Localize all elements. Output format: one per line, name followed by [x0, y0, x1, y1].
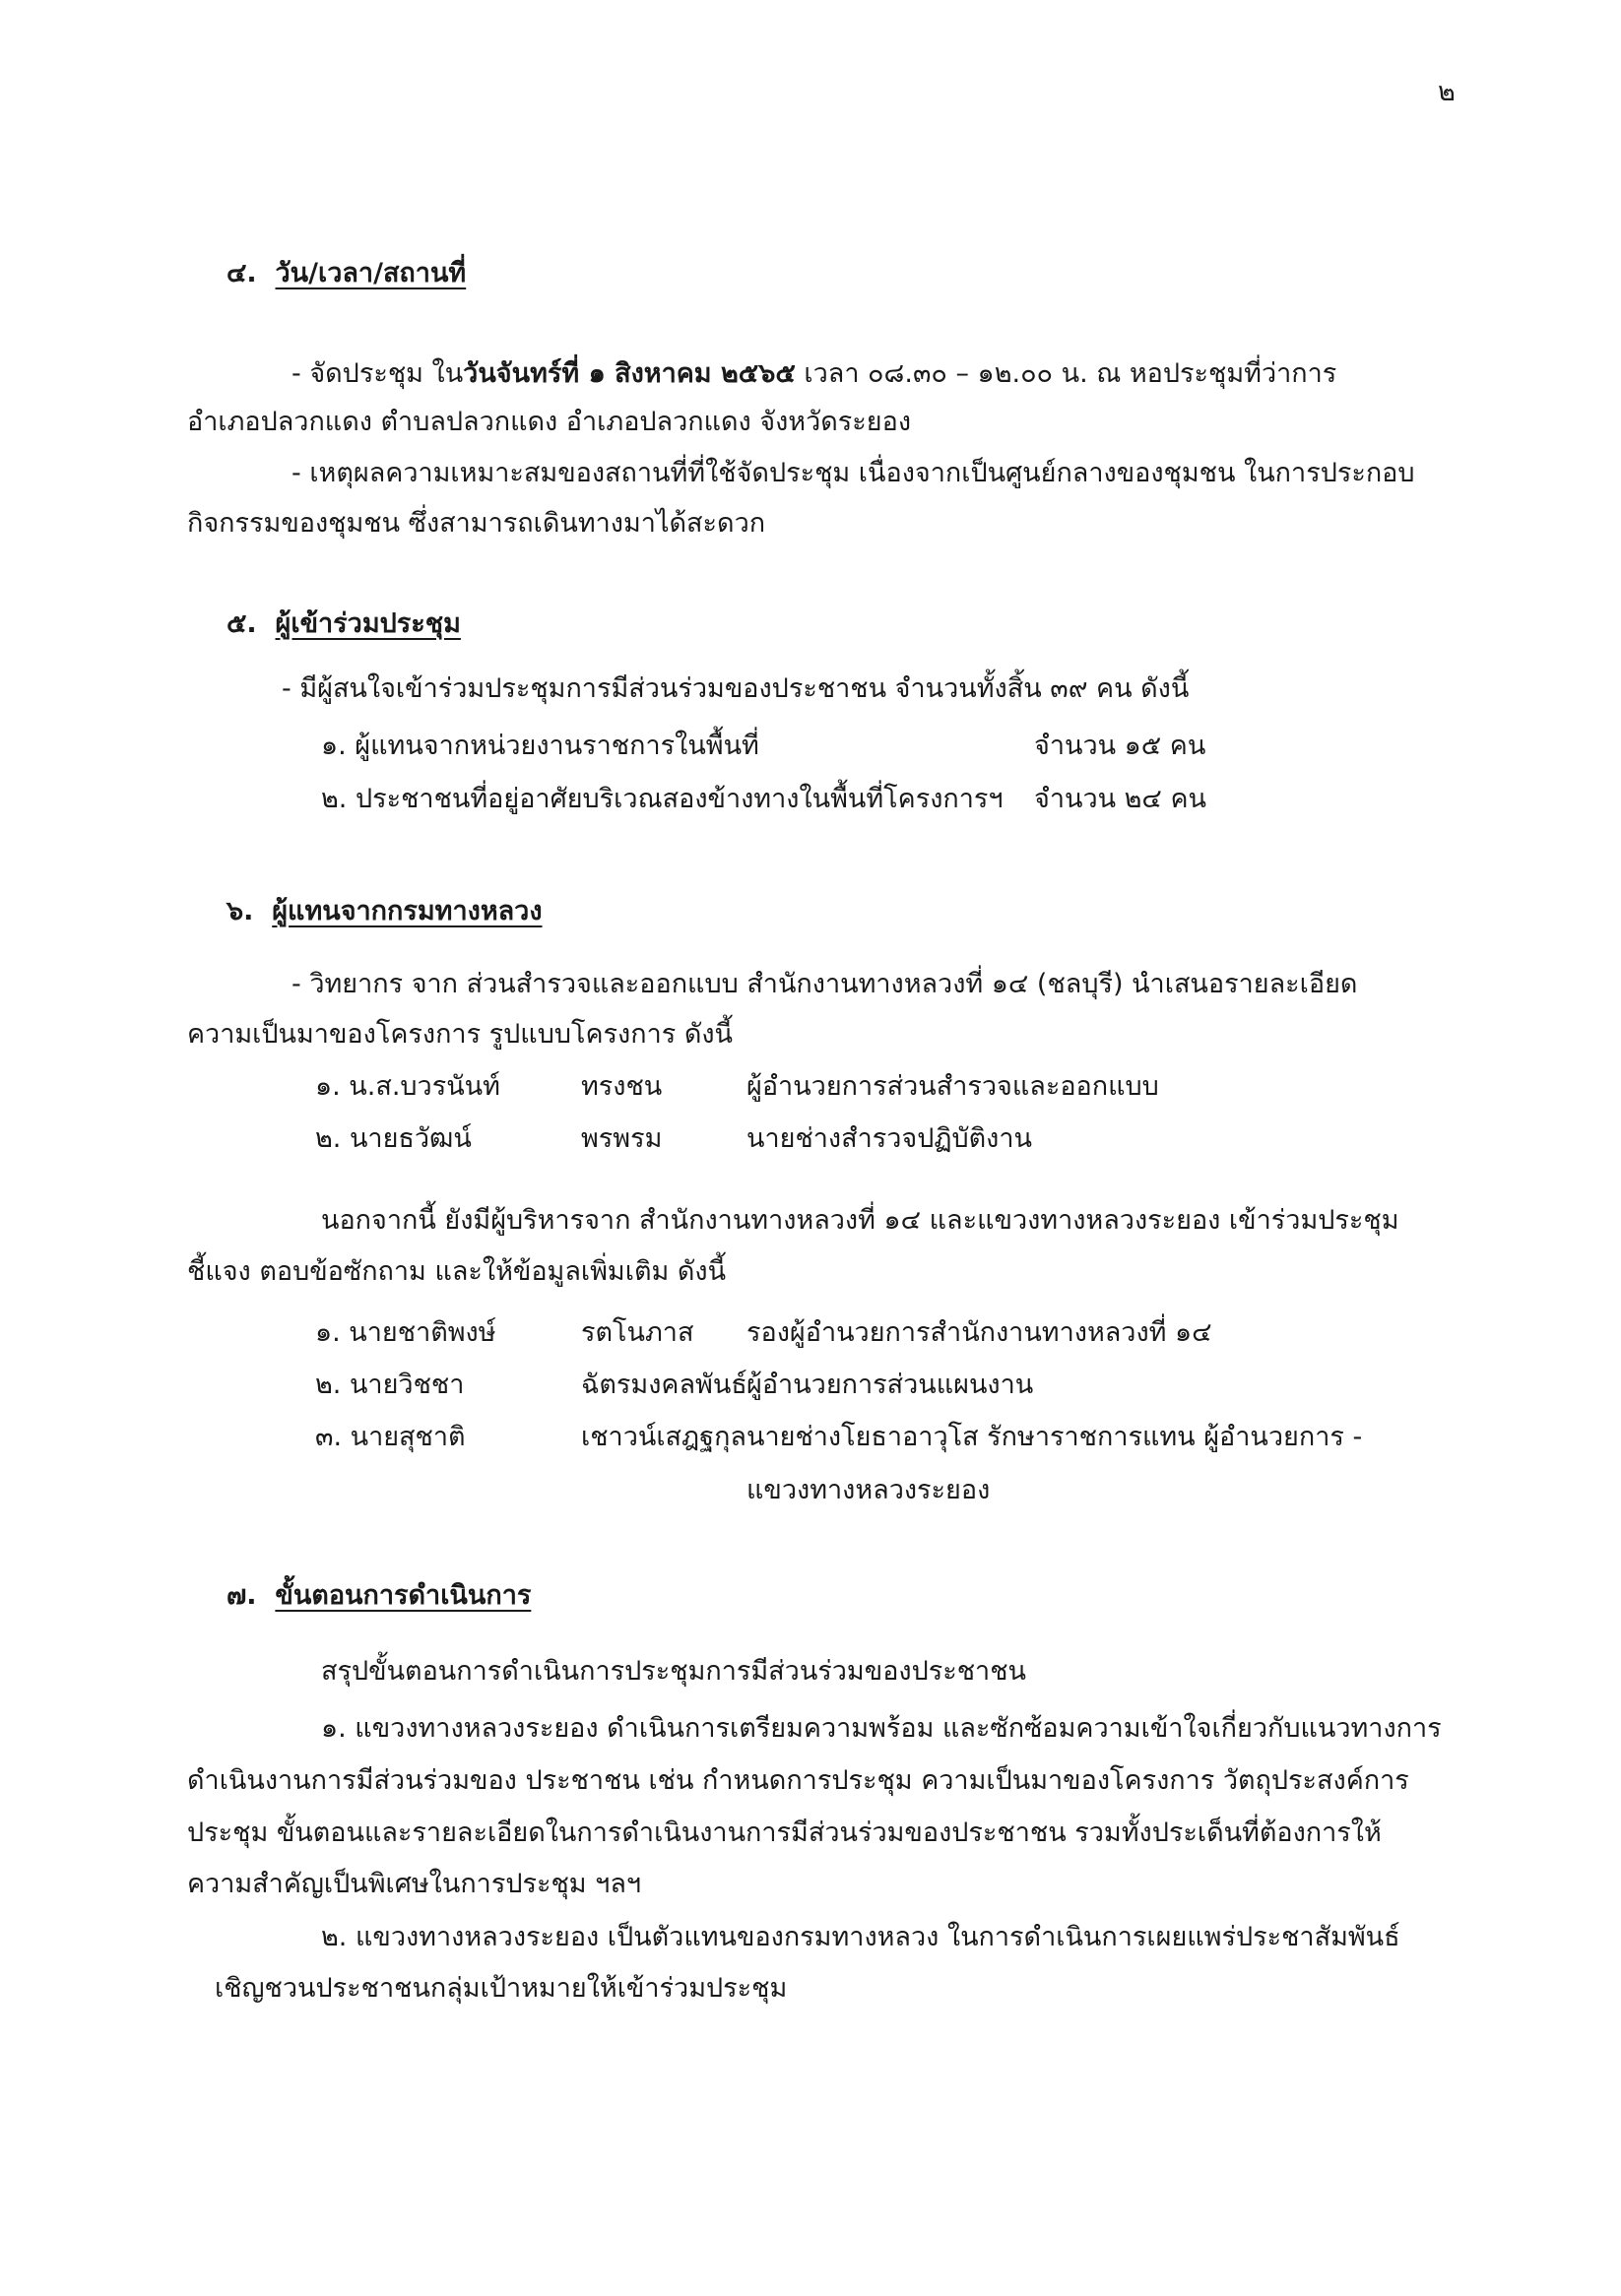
section-6-para-1-line-2: ความเป็นมาของโครงการ รูปแบบโครงการ ดังนี้ — [187, 1019, 734, 1050]
section-7-number: ๗. — [227, 1580, 257, 1611]
speaker-surname: ทรงชน — [581, 1071, 663, 1102]
section-6-title: ผู้แทนจากกรมทางหลวง — [272, 896, 543, 926]
attendee-item-label: ๑. ผู้แทนจากหน่วยงานราชการในพื้นที่ — [321, 731, 759, 761]
executive-name: ๑. นายชาติพงษ์ — [315, 1317, 496, 1348]
attendee-item-count: จำนวน ๒๔ คน — [1034, 784, 1206, 814]
section-4-title: วัน/เวลา/สถานที่ — [275, 258, 467, 288]
step-1-line: ดำเนินงานการมีส่วนร่วมของ ประชาชน เช่น กำหนดการประชุม ความเป็นมาของโครงการ วัตถุประสงค์การ — [187, 1765, 1409, 1796]
section-4-para-2-line-1: - เหตุผลความเหมาะสมของสถานที่ที่ใช้จัดประชุม เนื่องจากเป็นศูนย์กลางของชุมชน ในการประกอบ — [292, 458, 1415, 488]
executive-name: ๓. นายสุชาติ — [315, 1422, 466, 1452]
step-1-line: ความสำคัญเป็นพิเศษในการประชุม ฯลฯ — [187, 1869, 642, 1899]
meeting-date: วันจันทร์ที่ ๑ สิงหาคม ๒๕๖๕ — [463, 358, 796, 389]
section-5-number: ๕. — [227, 608, 257, 639]
speaker-position: นายช่างสำรวจปฏิบัติงาน — [746, 1123, 1032, 1154]
section-5-title: ผู้เข้าร่วมประชุม — [275, 608, 461, 639]
executive-position-continued: แขวงทางหลวงระยอง — [746, 1475, 991, 1505]
section-7-title: ขั้นตอนการดำเนินการ — [275, 1580, 532, 1611]
meeting-time-place: เวลา ๐๘.๓๐ – ๑๒.๐๐ น. ณ หอประชุมที่ว่าการ — [795, 358, 1337, 389]
meeting-intro: - จัดประชุม ใน — [292, 358, 464, 389]
speaker-name: ๒. นายธวัฒน์ — [315, 1123, 472, 1154]
page-number: ๒ — [1438, 77, 1456, 107]
section-4-para-1-line-1 — [292, 360, 1336, 387]
speaker-name: ๑. น.ส.บวรนันท์ — [315, 1071, 500, 1102]
section-4-number: ๔. — [227, 258, 257, 288]
executive-surname: เชาวน์เสฎฐกุล — [581, 1422, 746, 1452]
attendee-item-label: ๒. ประชาชนที่อยู่อาศัยบริเวณสองข้างทางในพื้นที่โครงการฯ — [321, 784, 1004, 814]
section-5-heading — [227, 610, 461, 637]
step-1-line: ประชุม ขั้นตอนและรายละเอียดในการดำเนินงานการมีส่วนร่วมของประชาชน รวมทั้งประเด็นที่ต้องการให้ — [187, 1818, 1382, 1848]
executive-position: ผู้อำนวยการส่วนแผนงาน — [746, 1370, 1034, 1400]
executive-name: ๒. นายวิชชา — [315, 1370, 465, 1400]
attendee-item-count: จำนวน ๑๕ คน — [1034, 731, 1206, 761]
section-4-para-1-line-2: อำเภอปลวกแดง ตำบลปลวกแดง อำเภอปลวกแดง จังหวัดระยอง — [187, 407, 912, 437]
speaker-position: ผู้อำนวยการส่วนสำรวจและออกแบบ — [746, 1071, 1159, 1102]
section-6-para-2-line-1: นอกจากนี้ ยังมีผู้บริหารจาก สำนักงานทางหลวงที่ ๑๔ และแขวงทางหลวงระยอง เข้าร่วมประชุม — [321, 1205, 1399, 1236]
executive-surname: ฉัตรมงคลพันธ์ — [581, 1370, 747, 1400]
step-2-line: เชิญชวนประชาชนกลุ่มเป้าหมายให้เข้าร่วมประชุม — [215, 1973, 788, 2004]
attendee-summary: - มีผู้สนใจเข้าร่วมประชุมการมีส่วนร่วมของประชาชน จำนวนทั้งสิ้น ๓๙ คน ดังนี้ — [282, 673, 1190, 704]
section-7-heading — [227, 1582, 531, 1609]
section-4-para-2-line-2: กิจกรรมของชุมชน ซึ่งสามารถเดินทางมาได้สะดวก — [187, 508, 766, 539]
executive-surname: รตโนภาส — [581, 1317, 694, 1348]
executive-position: นายช่างโยธาอาวุโส รักษาราชการแทน ผู้อำนวยการ - — [746, 1422, 1363, 1452]
section-6-heading — [227, 898, 543, 925]
section-6-para-2-line-2: ชี้แจง ตอบข้อซักถาม และให้ข้อมูลเพิ่มเติม ดังนี้ — [187, 1256, 727, 1287]
step-1-line: ๑. แขวงทางหลวงระยอง ดำเนินการเตรียมความพร้อม และซักซ้อมความเข้าใจเกี่ยวกับแนวทางการ — [321, 1713, 1442, 1744]
section-7-intro: สรุปขั้นตอนการดำเนินการประชุมการมีส่วนร่วมของประชาชน — [321, 1656, 1027, 1687]
section-4-heading — [227, 260, 466, 287]
section-6-para-1-line-1: - วิทยากร จาก ส่วนสำรวจและออกแบบ สำนักงานทางหลวงที่ ๑๔ (ชลบุรี) นำเสนอรายละเอียด — [292, 969, 1358, 999]
step-2-line: ๒. แขวงทางหลวงระยอง เป็นตัวแทนของกรมทางหลวง ในการดำเนินการเผยแพร่ประชาสัมพันธ์ — [321, 1922, 1400, 1952]
speaker-surname: พรพรม — [581, 1123, 663, 1154]
section-6-number: ๖. — [227, 896, 254, 926]
executive-position: รองผู้อำนวยการสำนักงานทางหลวงที่ ๑๔ — [746, 1317, 1212, 1348]
